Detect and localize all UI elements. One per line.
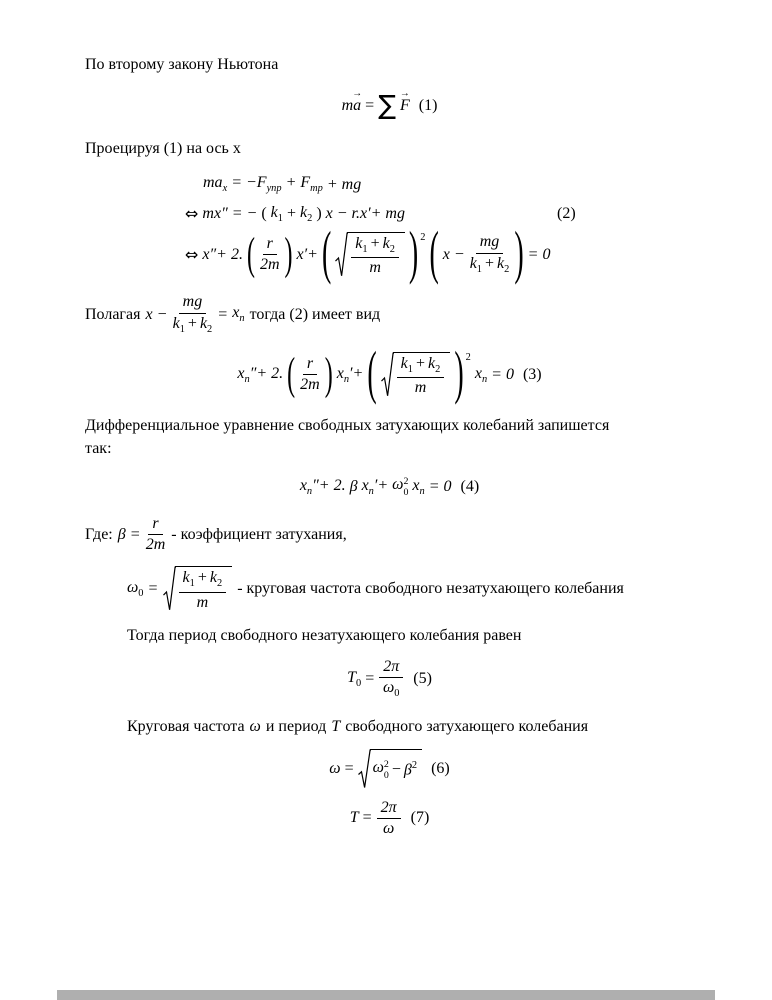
math-term bbox=[231, 173, 281, 195]
math-var-omega: ω bbox=[392, 475, 404, 493]
math-subscript: 1 bbox=[476, 263, 482, 275]
plus-sign: + bbox=[187, 314, 197, 332]
math-subscript: 1 bbox=[362, 243, 368, 255]
sqrt-expression bbox=[163, 566, 233, 612]
math-subscript: 1 bbox=[189, 578, 195, 590]
math-var-x: x bbox=[361, 476, 369, 494]
fraction-numerator: 2π bbox=[377, 799, 401, 819]
paragraph-projection: Проецируя (1) на ось x bbox=[85, 140, 241, 158]
math-var-k: k bbox=[270, 203, 278, 221]
fraction-denominator bbox=[470, 254, 510, 276]
left-paren: ( bbox=[246, 229, 255, 280]
math-var-omega: ω bbox=[382, 679, 395, 697]
left-paren: ( bbox=[367, 341, 377, 407]
fraction-numerator: mg bbox=[179, 293, 207, 313]
math-var-x: x bbox=[336, 364, 344, 382]
math-var-x: x bbox=[237, 364, 245, 382]
math-subscript: 2 bbox=[389, 243, 395, 255]
math-term bbox=[237, 364, 283, 386]
math-operator: ″+ 2. bbox=[249, 364, 284, 382]
math-subscript: n bbox=[419, 485, 425, 497]
fraction-denominator: 2m bbox=[300, 376, 320, 394]
math-term bbox=[347, 668, 361, 690]
text: тогда (2) имеет вид bbox=[249, 305, 381, 323]
plus-sign: + bbox=[370, 234, 380, 252]
fraction-numerator bbox=[179, 569, 227, 592]
math-var-k: k bbox=[300, 203, 308, 221]
left-paren: ( bbox=[287, 349, 296, 400]
math-subscript: n bbox=[244, 373, 250, 385]
math-subscript: 2 bbox=[435, 364, 441, 376]
sqrt-expression bbox=[381, 352, 451, 398]
math-superscript: 2 bbox=[420, 231, 426, 243]
math-subscript: n bbox=[481, 373, 488, 385]
math-var-T: T bbox=[331, 717, 341, 735]
right-paren: ) bbox=[408, 220, 419, 287]
equation-6 bbox=[85, 749, 694, 789]
math-term bbox=[404, 759, 417, 780]
math-var-k: k bbox=[199, 314, 208, 332]
fraction-denominator: m bbox=[196, 593, 209, 611]
fraction-denominator: 2m bbox=[145, 536, 166, 554]
vector-F bbox=[399, 88, 410, 116]
right-paren: ) bbox=[514, 220, 524, 287]
equation-number: (2) bbox=[557, 204, 576, 222]
sqrt-radicand bbox=[370, 749, 422, 789]
math-subscript: 0 bbox=[403, 486, 409, 498]
iff-arrow-icon: ⇔ bbox=[185, 244, 199, 264]
math-operator: = −F bbox=[231, 174, 267, 192]
math-term bbox=[362, 476, 389, 498]
math-subscript: n bbox=[306, 485, 313, 497]
sqrt-expression bbox=[335, 232, 405, 278]
text: и период bbox=[265, 717, 327, 735]
fraction-r-over-2m bbox=[146, 515, 166, 555]
math-subscript: 2 bbox=[307, 212, 313, 224]
equation-2-line-1 bbox=[185, 173, 694, 195]
math-subscript: 1 bbox=[179, 323, 185, 335]
math-subscript: 2 bbox=[216, 578, 223, 590]
minus-sign: − bbox=[391, 761, 401, 779]
math-var-x: x bbox=[412, 476, 420, 494]
math-subscript: 2 bbox=[207, 323, 213, 335]
math-superscript: 2 bbox=[465, 351, 471, 363]
math-var-k: k bbox=[209, 569, 217, 587]
math-term: x′+ bbox=[296, 245, 318, 263]
math-term: + mg bbox=[326, 175, 362, 193]
math-operator: ″+ 2. bbox=[312, 476, 346, 494]
math-term bbox=[271, 203, 283, 225]
text: - круговая частота свободного незатухающего колебания bbox=[237, 580, 624, 598]
math-subscript: n bbox=[343, 373, 350, 385]
equation-2-line-3 bbox=[185, 220, 694, 287]
equation-2-line-2 bbox=[185, 203, 694, 225]
fraction-numerator: r bbox=[303, 355, 317, 375]
equation-number: (5) bbox=[413, 670, 432, 688]
right-paren: ) bbox=[284, 229, 293, 280]
math-term-omega0-squared bbox=[392, 475, 408, 499]
equals-sign: = bbox=[130, 525, 140, 543]
math-subscript: 0 bbox=[383, 770, 389, 782]
paragraph-damped-frequency bbox=[127, 717, 694, 737]
math-var-m: m bbox=[341, 97, 354, 115]
math-var-k: k bbox=[172, 314, 180, 332]
math-term bbox=[300, 476, 346, 498]
paragraph-period: Тогда период свободного незатухающего колебания равен bbox=[127, 626, 522, 644]
math-sub-sup-stack bbox=[403, 477, 408, 499]
text: Круговая частота bbox=[127, 717, 245, 735]
math-term: mx″ = − bbox=[202, 204, 258, 222]
paragraph-beta-definition bbox=[85, 515, 694, 555]
equation-number: (7) bbox=[410, 809, 430, 827]
equation-1 bbox=[85, 88, 694, 121]
sqrt-radicand bbox=[393, 352, 451, 398]
math-term bbox=[475, 364, 487, 386]
equals-sign: = bbox=[365, 670, 375, 688]
right-paren: ) bbox=[454, 341, 464, 407]
math-term: x″+ 2. bbox=[202, 245, 243, 263]
math-operator: + F bbox=[285, 174, 311, 192]
math-subscript: 0 bbox=[394, 688, 400, 700]
math-operator: ′+ bbox=[349, 364, 364, 382]
paragraph-omega0-definition bbox=[127, 566, 694, 612]
fraction-k1k2-over-m bbox=[179, 569, 227, 612]
fraction-denominator: m bbox=[414, 378, 427, 396]
math-var-beta: β bbox=[117, 525, 126, 543]
equation-number: (4) bbox=[460, 477, 480, 495]
text-line: Дифференциальное уравнение свободных затухающих колебаний запишется bbox=[85, 417, 610, 435]
math-term: = 0 bbox=[428, 477, 452, 495]
fraction-k1k2-over-m bbox=[351, 235, 399, 278]
text: Где: bbox=[85, 525, 113, 543]
math-term bbox=[127, 578, 144, 600]
plus-sign: + bbox=[286, 204, 296, 222]
math-var-x: x bbox=[474, 364, 482, 382]
math-subscript: n bbox=[368, 485, 374, 497]
fraction-denominator: m bbox=[369, 258, 381, 276]
math-var-omega: ω bbox=[329, 759, 341, 777]
left-paren: ( bbox=[261, 204, 267, 222]
math-superscript: 2 bbox=[411, 760, 418, 772]
plus-sign: + bbox=[197, 569, 207, 587]
math-term: x − r.x′+ mg bbox=[325, 204, 405, 222]
math-term bbox=[232, 303, 244, 325]
fraction-2pi-over-omega0 bbox=[379, 658, 403, 701]
plus-sign: + bbox=[415, 354, 425, 372]
text: свободного затухающего колебания bbox=[345, 717, 589, 735]
math-var-a: a bbox=[353, 97, 362, 115]
paragraph-diff-equation bbox=[85, 415, 694, 460]
math-term bbox=[300, 203, 312, 225]
math-subscript: 0 bbox=[138, 588, 144, 600]
math-var-ma: ma bbox=[203, 174, 223, 192]
vector-arrow-icon: → bbox=[352, 88, 363, 100]
math-subscript: 2 bbox=[504, 263, 510, 275]
equation-number: (6) bbox=[431, 759, 450, 777]
fraction-2pi-over-omega bbox=[377, 799, 401, 839]
math-var-beta: β bbox=[403, 761, 412, 779]
math-term bbox=[286, 173, 323, 195]
equals-sign: = bbox=[148, 580, 158, 598]
math-var-x: x bbox=[232, 304, 240, 322]
fraction-denominator bbox=[173, 314, 213, 336]
fraction-numerator bbox=[397, 355, 445, 378]
fraction-mg-over-k1k2 bbox=[470, 233, 510, 276]
vector-ma bbox=[341, 88, 363, 116]
math-subscript: n bbox=[239, 313, 245, 325]
fraction-mg-over-k1k2 bbox=[173, 293, 213, 336]
minus-sign: − bbox=[157, 305, 167, 323]
math-subscript: упр bbox=[266, 183, 282, 195]
math-var-x: x bbox=[145, 305, 153, 323]
math-term: x − bbox=[442, 245, 465, 263]
fraction-k1k2-over-m bbox=[397, 355, 445, 398]
right-paren: ) bbox=[316, 204, 322, 222]
fraction-numerator: mg bbox=[476, 233, 504, 253]
fraction-r-over-2m bbox=[300, 355, 320, 395]
math-var-k: k bbox=[469, 254, 477, 272]
equation-5 bbox=[85, 658, 694, 701]
math-term-omega0-squared bbox=[373, 758, 389, 782]
math-term bbox=[337, 364, 364, 386]
text: Полагая bbox=[85, 305, 141, 323]
math-term: = 0 bbox=[491, 365, 514, 383]
math-var-k: k bbox=[355, 234, 363, 252]
equals-sign: = bbox=[362, 809, 372, 827]
iff-arrow-icon: ⇔ bbox=[185, 203, 199, 223]
vector-arrow-icon: → bbox=[399, 88, 410, 100]
left-paren: ( bbox=[321, 220, 332, 287]
equals-sign: = bbox=[218, 305, 228, 323]
fraction-numerator: r bbox=[263, 235, 277, 255]
math-sub-sup-stack bbox=[384, 760, 389, 782]
math-var-k: k bbox=[428, 354, 436, 372]
text-line: так: bbox=[85, 440, 112, 458]
fraction-numerator: 2π bbox=[379, 658, 403, 678]
math-var-x: x bbox=[299, 476, 307, 494]
math-term: = 0 bbox=[527, 245, 551, 263]
math-var-F: F bbox=[399, 97, 410, 115]
text: - коэффициент затухания, bbox=[171, 525, 347, 543]
paragraph-newton-law: По второму закону Ньютона bbox=[85, 56, 279, 73]
fraction-denominator bbox=[383, 678, 400, 700]
math-term bbox=[412, 476, 424, 498]
math-var-T: T bbox=[347, 669, 356, 687]
math-term bbox=[203, 173, 227, 195]
equation-4 bbox=[85, 475, 694, 499]
sqrt-radicand bbox=[175, 566, 233, 612]
equals-sign: = bbox=[344, 759, 354, 777]
fraction-denominator: 2m bbox=[259, 256, 280, 274]
sqrt-radicand bbox=[347, 232, 405, 278]
equation-2-block bbox=[185, 173, 694, 287]
page-bottom-edge bbox=[57, 990, 715, 1000]
right-paren: ) bbox=[324, 349, 333, 400]
math-var-k: k bbox=[400, 354, 408, 372]
math-subscript: x bbox=[222, 183, 228, 195]
fraction-numerator bbox=[351, 235, 399, 258]
math-var-T: T bbox=[349, 809, 359, 827]
math-subscript: 1 bbox=[277, 212, 283, 224]
math-subscript: 1 bbox=[407, 364, 413, 376]
math-var-omega: ω bbox=[249, 717, 261, 735]
plus-sign: + bbox=[485, 254, 495, 272]
fraction-denominator: ω bbox=[382, 819, 395, 837]
fraction-numerator: r bbox=[148, 515, 162, 535]
math-var-omega: ω bbox=[127, 579, 139, 597]
math-var-k: k bbox=[382, 234, 390, 252]
math-var-k: k bbox=[497, 254, 505, 272]
sum-icon: ∑ bbox=[378, 90, 396, 121]
math-var-beta: β bbox=[349, 477, 358, 495]
math-var-k: k bbox=[182, 569, 190, 587]
equation-7 bbox=[85, 799, 694, 839]
vector-a bbox=[352, 88, 363, 116]
paragraph-polagaya bbox=[85, 293, 694, 336]
math-superscript: 2 bbox=[383, 759, 389, 771]
math-subscript: 0 bbox=[356, 678, 362, 690]
math-subscript: тр bbox=[310, 183, 323, 195]
equation-3 bbox=[85, 341, 694, 407]
math-operator: ′+ bbox=[373, 476, 389, 494]
equals-sign: = bbox=[365, 97, 375, 115]
equation-number: (3) bbox=[522, 365, 542, 383]
math-superscript: 2 bbox=[403, 475, 409, 487]
equation-number: (1) bbox=[418, 97, 438, 115]
fraction-r-over-2m bbox=[260, 235, 280, 275]
math-var-omega: ω bbox=[372, 759, 384, 777]
left-paren: ( bbox=[429, 220, 439, 287]
sqrt-expression bbox=[358, 749, 422, 789]
